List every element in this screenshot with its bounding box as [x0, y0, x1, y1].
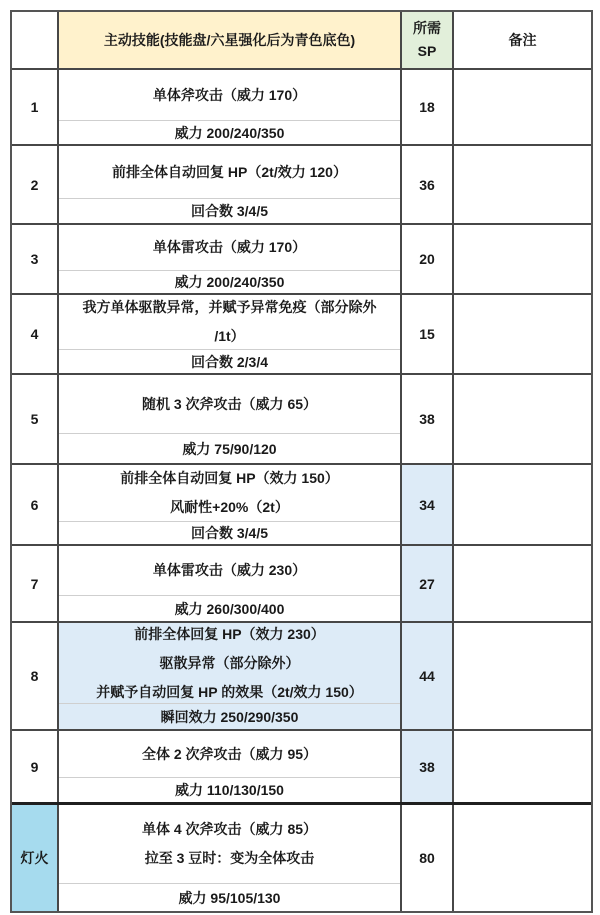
note-cell [454, 546, 591, 621]
skill-text-line: 前排全体回复 HP（效力 230） [134, 625, 325, 642]
table-row-group [12, 70, 591, 144]
row-label-cell: 1 [12, 70, 59, 144]
row-label-cell: 4 [12, 295, 59, 373]
header-sp-line1: 所需 [413, 20, 441, 36]
skill-text-line: 单体雷攻击（威力 170） [152, 239, 307, 255]
table-body [12, 70, 591, 911]
note-cell [454, 225, 591, 293]
skill-column [59, 375, 402, 463]
skill-text-line: 风耐性+20%（2t） [170, 499, 289, 515]
skill-column [59, 146, 402, 223]
sp-value-cell: 18 [402, 70, 454, 144]
skill-text-line: 前排全体自动回复 HP（效力 150） [120, 470, 339, 486]
skill-sub-cell: 威力 110/130/150 [59, 777, 400, 802]
skill-main-cell [59, 146, 400, 198]
table-row-group [12, 373, 591, 463]
skill-main-cell [59, 546, 400, 595]
skill-main-cell [59, 225, 400, 270]
skill-text-line: 单体 4 次斧攻击（威力 85） [141, 821, 318, 837]
row-label-cell: 5 [12, 375, 59, 463]
table-row-group [12, 729, 591, 802]
skill-column [59, 70, 402, 144]
skill-sub-cell: 威力 260/300/400 [59, 595, 400, 621]
skill-sub-cell: 回合数 3/4/5 [59, 521, 400, 544]
note-cell [454, 465, 591, 544]
skill-sub-cell: 威力 200/240/350 [59, 120, 400, 144]
sp-value-cell: 15 [402, 295, 454, 373]
skill-main-cell [59, 731, 400, 777]
sp-value-cell: 80 [402, 805, 454, 911]
header-active-skill: 主动技能(技能盘/六星强化后为青色底色) [59, 12, 402, 68]
sp-value-cell: 20 [402, 225, 454, 293]
skill-main-cell [59, 375, 400, 433]
table-row-group [12, 463, 591, 544]
skill-sub-cell: 回合数 2/3/4 [59, 349, 400, 373]
skill-text-line: 全体 2 次斧攻击（威力 95） [141, 745, 318, 762]
skill-column [59, 623, 402, 729]
skill-sub-cell: 回合数 3/4/5 [59, 198, 400, 223]
table-header-row [12, 12, 591, 70]
row-label-cell: 6 [12, 465, 59, 544]
skill-text-line: 单体雷攻击（威力 230） [152, 562, 307, 578]
skill-column [59, 546, 402, 621]
header-required-sp [402, 12, 454, 68]
skill-sub-cell: 威力 95/105/130 [59, 883, 400, 911]
note-cell [454, 146, 591, 223]
note-cell [454, 375, 591, 463]
row-label-cell: 灯火 [12, 805, 59, 911]
skill-column [59, 225, 402, 293]
table-row-group [12, 293, 591, 373]
sp-value-cell: 38 [402, 731, 454, 802]
skill-text-line: 拉至 3 豆时：变为全体攻击 [144, 850, 315, 866]
skill-text-line: 单体斧攻击（威力 170） [152, 86, 307, 103]
note-cell [454, 805, 591, 911]
skill-main-cell [59, 295, 400, 349]
skill-main-cell [59, 70, 400, 120]
table-row-group [12, 544, 591, 621]
row-label-cell: 2 [12, 146, 59, 223]
sp-value-cell: 27 [402, 546, 454, 621]
sp-value-cell: 44 [402, 623, 454, 729]
row-label-cell: 7 [12, 546, 59, 621]
row-label-cell: 9 [12, 731, 59, 802]
skill-main-cell [59, 623, 400, 703]
sp-value-cell: 34 [402, 465, 454, 544]
header-note: 备注 [508, 32, 537, 48]
table-row-group [12, 802, 591, 911]
skill-text-line: 驱散异常（部分除外） [159, 654, 300, 671]
skill-column [59, 805, 402, 911]
skill-text-line: 前排全体自动回复 HP（2t/效力 120） [112, 163, 347, 180]
row-label-cell: 3 [12, 225, 59, 293]
note-cell [454, 70, 591, 144]
row-label-cell: 8 [12, 623, 59, 729]
table-row-group [12, 144, 591, 223]
note-cell [454, 295, 591, 373]
table-row-group [12, 621, 591, 729]
skill-main-cell [59, 805, 400, 883]
skill-main-cell [59, 465, 400, 521]
note-cell [454, 731, 591, 802]
note-cell [454, 623, 591, 729]
header-corner-cell [12, 12, 59, 68]
skill-text-line: /1t） [214, 328, 245, 344]
skill-text-line: 我方单体驱散异常，并赋予异常免疫（部分除外 [82, 299, 377, 315]
skill-table [10, 10, 593, 913]
skill-sub-cell: 威力 200/240/350 [59, 270, 400, 293]
header-sp-line2: SP [417, 43, 437, 59]
skill-column [59, 295, 402, 373]
skill-text-line: 随机 3 次斧攻击（威力 65） [141, 395, 318, 412]
sp-value-cell: 36 [402, 146, 454, 223]
skill-column [59, 465, 402, 544]
skill-text-line: 并赋予自动回复 HP 的效果（2t/效力 150） [96, 683, 363, 700]
skill-sub-cell: 威力 75/90/120 [59, 433, 400, 463]
skill-sub-cell: 瞬回效力 250/290/350 [59, 703, 400, 729]
skill-column [59, 731, 402, 802]
table-row-group [12, 223, 591, 293]
sp-value-cell: 38 [402, 375, 454, 463]
